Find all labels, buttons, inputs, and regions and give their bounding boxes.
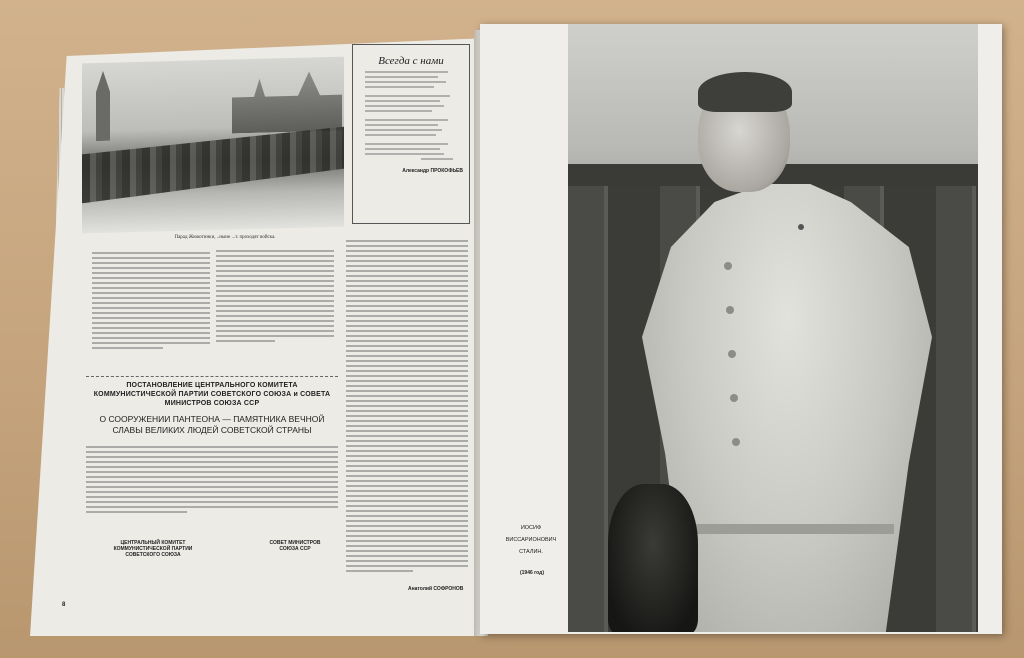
poem-text — [359, 71, 463, 160]
poem-author: Александр ПРОКОФЬЕВ — [402, 168, 463, 174]
caption-patronymic: ВИССАРИОНОВИЧ — [505, 537, 557, 543]
photo-caption: Парад Жюкотинки, ..ныне ...т. проходят войска. — [174, 235, 276, 240]
portrait-year: (1946 год) — [519, 570, 545, 576]
marching-troops — [82, 127, 344, 204]
text-column-3 — [346, 240, 468, 575]
text-column-2 — [216, 250, 334, 345]
resolution-signatures — [98, 540, 330, 558]
caption-first-name: ИОСИФ — [520, 525, 542, 531]
resolution-subheading: О СООРУЖЕНИИ ПАНТЕОНА — ПАМЯТНИКА ВЕЧНОЙ СЛАВЫ ВЕЛИКИХ ЛЮДЕЙ СОВЕТСКОЙ СТРАНЫ — [99, 414, 325, 435]
poem-box — [352, 44, 470, 224]
resolution-heading: ПОСТАНОВЛЕНИЕ ЦЕНТРАЛЬНОГО КОМИТЕТА КОММУНИСТИЧЕСКОЙ ПАРТИИ СОВЕТСКОГО СОЮЗА и СОВЕТА МИНИСТРОВ СОЮЗА ССР — [93, 382, 331, 407]
resolution-text — [86, 446, 338, 513]
text-column-1 — [92, 252, 210, 352]
signature-central-committee: ЦЕНТРАЛЬНЫЙ КОМИТЕТ КОММУНИСТИЧЕСКОЙ ПАРТИИ СОВЕТСКОГО СОЮЗА — [113, 540, 193, 558]
star-medal-icon — [798, 224, 804, 230]
gum-building — [232, 71, 342, 134]
article-author: Анатолий СОФРОНОВ — [408, 586, 464, 592]
dark-object-foreground — [608, 484, 698, 632]
uniform-button — [730, 394, 738, 402]
page-number: 8 — [62, 602, 66, 608]
caption-surname: СТАЛИН. — [519, 549, 543, 555]
parade-photo — [82, 57, 344, 234]
uniform-button — [728, 350, 736, 358]
portrait-photo — [568, 24, 978, 632]
uniform-button — [726, 306, 734, 314]
signature-council-ministers: СОВЕТ МИНИСТРОВ СОЮЗА ССР — [269, 540, 321, 552]
resolution-block — [86, 372, 338, 516]
poem-title: Всегда с нами — [378, 55, 444, 67]
uniform-button — [732, 438, 740, 446]
uniform-button — [724, 262, 732, 270]
portrait-hair — [698, 72, 792, 112]
kremlin-tower — [96, 71, 110, 141]
uniform-hem — [684, 524, 894, 534]
portrait-caption — [498, 522, 564, 558]
